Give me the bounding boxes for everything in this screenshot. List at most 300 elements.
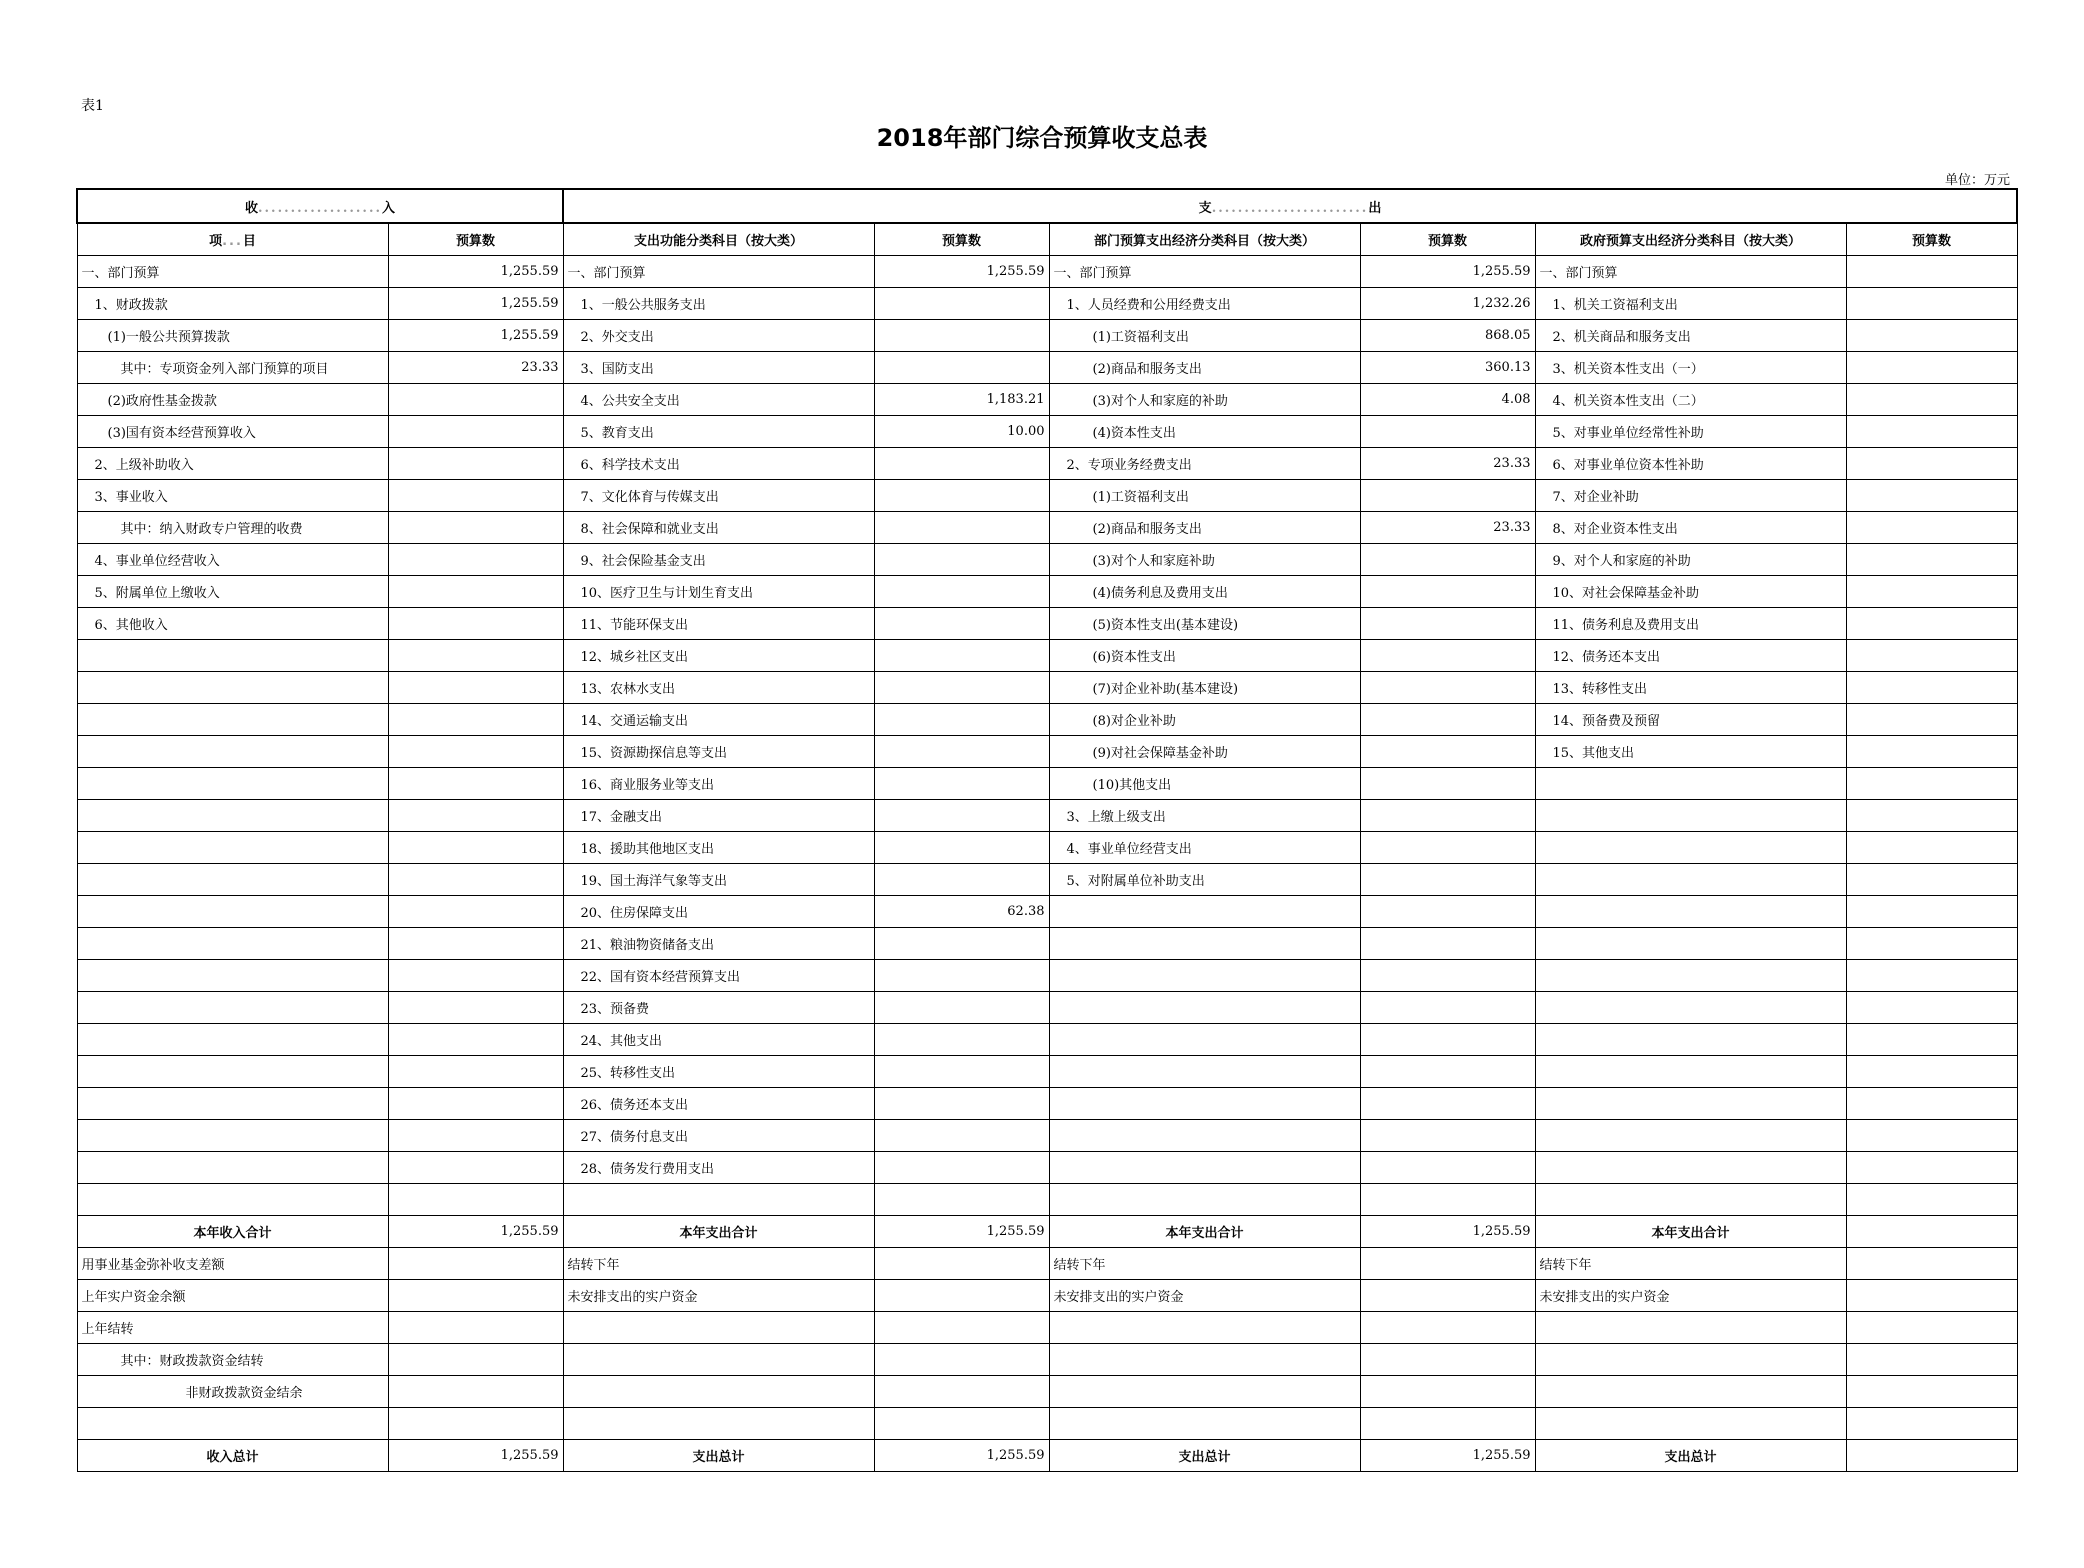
cell-func-item: 6、科学技术支出 xyxy=(563,448,874,480)
cell-func-item: 4、公共安全支出 xyxy=(563,384,874,416)
cell-dept-amount xyxy=(1360,1120,1535,1152)
cell-income-item: 其中：财政拨款资金结转 xyxy=(77,1344,388,1376)
cell-dept-amount: 23.33 xyxy=(1360,448,1535,480)
table-row xyxy=(77,608,2017,640)
cell-gov-amount xyxy=(1846,800,2017,832)
cell-dept-amount xyxy=(1360,1024,1535,1056)
cell-gov-item: 12、债务还本支出 xyxy=(1535,640,1846,672)
cell-income-amount xyxy=(388,1120,563,1152)
cell-income-amount xyxy=(388,896,563,928)
table-row xyxy=(77,1088,2017,1120)
cell-func-item: 14、交通运输支出 xyxy=(563,704,874,736)
cell-income-amount xyxy=(388,384,563,416)
cell-dept-item: (7)对企业补助(基本建设) xyxy=(1049,672,1360,704)
cell-income-item xyxy=(77,1408,388,1440)
section-income-dots: ................... xyxy=(258,200,382,216)
table-row xyxy=(77,448,2017,480)
table-row xyxy=(77,1344,2017,1376)
cell-dept-item: 本年支出合计 xyxy=(1049,1216,1360,1248)
table-row xyxy=(77,768,2017,800)
table-row xyxy=(77,256,2017,288)
cell-func-item: 13、农林水支出 xyxy=(563,672,874,704)
cell-dept-item xyxy=(1049,1344,1360,1376)
header-amount-func: 预算数 xyxy=(874,223,1049,256)
cell-gov-amount xyxy=(1846,832,2017,864)
cell-dept-item: (3)对个人和家庭补助 xyxy=(1049,544,1360,576)
cell-gov-amount xyxy=(1846,864,2017,896)
cell-income-item xyxy=(77,896,388,928)
cell-income-item: (3)国有资本经营预算收入 xyxy=(77,416,388,448)
cell-func-amount xyxy=(874,320,1049,352)
cell-income-amount xyxy=(388,1408,563,1440)
cell-income-item xyxy=(77,864,388,896)
cell-gov-item xyxy=(1535,992,1846,1024)
cell-income-amount xyxy=(388,1280,563,1312)
cell-dept-amount xyxy=(1360,768,1535,800)
cell-dept-amount xyxy=(1360,1312,1535,1344)
cell-func-item: 28、债务发行费用支出 xyxy=(563,1152,874,1184)
cell-func-amount xyxy=(874,1248,1049,1280)
cell-func-item: 9、社会保险基金支出 xyxy=(563,544,874,576)
cell-gov-item xyxy=(1535,1344,1846,1376)
cell-gov-item: 1、机关工资福利支出 xyxy=(1535,288,1846,320)
cell-income-amount xyxy=(388,960,563,992)
cell-func-item xyxy=(563,1376,874,1408)
cell-income-item: 非财政拨款资金结余 xyxy=(77,1376,388,1408)
section-income-left: 收 xyxy=(244,200,258,216)
cell-dept-amount xyxy=(1360,832,1535,864)
cell-gov-item xyxy=(1535,1408,1846,1440)
header-amount-gov: 预算数 xyxy=(1846,223,2017,256)
cell-gov-amount xyxy=(1846,256,2017,288)
cell-income-amount xyxy=(388,480,563,512)
cell-dept-item: (4)资本性支出 xyxy=(1049,416,1360,448)
cell-func-item xyxy=(563,1312,874,1344)
cell-gov-amount xyxy=(1846,320,2017,352)
cell-func-amount xyxy=(874,992,1049,1024)
cell-income-amount xyxy=(388,1088,563,1120)
header-gov-econ-class: 政府预算支出经济分类科目（按大类） xyxy=(1535,223,1846,256)
section-header-row xyxy=(77,189,2017,223)
cell-dept-item: (9)对社会保障基金补助 xyxy=(1049,736,1360,768)
cell-func-amount xyxy=(874,640,1049,672)
section-expense-dots: ........................ xyxy=(1211,200,1369,216)
cell-func-amount xyxy=(874,576,1049,608)
cell-func-amount xyxy=(874,352,1049,384)
cell-func-item: 17、金融支出 xyxy=(563,800,874,832)
cell-income-amount xyxy=(388,416,563,448)
table-row xyxy=(77,864,2017,896)
cell-gov-item xyxy=(1535,1152,1846,1184)
cell-dept-amount xyxy=(1360,704,1535,736)
cell-dept-amount xyxy=(1360,576,1535,608)
cell-func-item: 18、援助其他地区支出 xyxy=(563,832,874,864)
cell-func-item xyxy=(563,1408,874,1440)
cell-dept-item: 3、上缴上级支出 xyxy=(1049,800,1360,832)
cell-gov-amount xyxy=(1846,544,2017,576)
cell-dept-item xyxy=(1049,896,1360,928)
cell-dept-item: (5)资本性支出(基本建设) xyxy=(1049,608,1360,640)
cell-dept-item xyxy=(1049,1376,1360,1408)
cell-gov-item: 一、部门预算 xyxy=(1535,256,1846,288)
cell-func-item: 26、债务还本支出 xyxy=(563,1088,874,1120)
cell-gov-item xyxy=(1535,896,1846,928)
table-row xyxy=(77,1408,2017,1440)
cell-income-amount xyxy=(388,448,563,480)
cell-gov-item: 5、对事业单位经常性补助 xyxy=(1535,416,1846,448)
cell-func-amount: 1,255.59 xyxy=(874,256,1049,288)
table-row xyxy=(77,1152,2017,1184)
cell-income-amount xyxy=(388,768,563,800)
cell-func-amount xyxy=(874,864,1049,896)
page-title: 2018年部门综合预算收支总表 xyxy=(876,124,1208,152)
cell-income-item: 一、部门预算 xyxy=(77,256,388,288)
cell-dept-item: 未安排支出的实户资金 xyxy=(1049,1280,1360,1312)
cell-gov-amount xyxy=(1846,448,2017,480)
cell-func-item: 11、节能环保支出 xyxy=(563,608,874,640)
cell-gov-item: 15、其他支出 xyxy=(1535,736,1846,768)
cell-gov-item: 6、对事业单位资本性补助 xyxy=(1535,448,1846,480)
table-row xyxy=(77,1312,2017,1344)
table-row xyxy=(77,576,2017,608)
cell-func-item: 22、国有资本经营预算支出 xyxy=(563,960,874,992)
cell-income-item xyxy=(77,640,388,672)
cell-dept-amount xyxy=(1360,672,1535,704)
cell-gov-amount xyxy=(1846,1088,2017,1120)
table-row xyxy=(77,512,2017,544)
cell-gov-amount xyxy=(1846,640,2017,672)
cell-gov-amount xyxy=(1846,736,2017,768)
cell-income-amount: 1,255.59 xyxy=(388,320,563,352)
cell-gov-item xyxy=(1535,800,1846,832)
cell-func-item: 15、资源勘探信息等支出 xyxy=(563,736,874,768)
cell-income-item: 上年结转 xyxy=(77,1312,388,1344)
cell-func-item: 未安排支出的实户资金 xyxy=(563,1280,874,1312)
cell-dept-item: (1)工资福利支出 xyxy=(1049,480,1360,512)
cell-income-amount xyxy=(388,672,563,704)
cell-gov-item: 支出总计 xyxy=(1535,1440,1846,1472)
cell-income-amount xyxy=(388,864,563,896)
cell-func-amount xyxy=(874,704,1049,736)
table-row xyxy=(77,320,2017,352)
sheet-label: 表1 xyxy=(81,98,104,114)
cell-dept-item xyxy=(1049,1056,1360,1088)
cell-gov-amount xyxy=(1846,384,2017,416)
cell-dept-amount: 1,255.59 xyxy=(1360,1216,1535,1248)
header-item-left: 项 xyxy=(209,234,223,249)
cell-gov-amount xyxy=(1846,1056,2017,1088)
cell-gov-amount xyxy=(1846,960,2017,992)
cell-func-amount xyxy=(874,1152,1049,1184)
cell-func-item: 19、国土海洋气象等支出 xyxy=(563,864,874,896)
year-total-row xyxy=(77,1216,2017,1248)
cell-gov-item xyxy=(1535,1184,1846,1216)
cell-income-amount xyxy=(388,1376,563,1408)
cell-func-amount: 62.38 xyxy=(874,896,1049,928)
cell-gov-item: 结转下年 xyxy=(1535,1248,1846,1280)
cell-gov-item xyxy=(1535,1376,1846,1408)
cell-gov-item xyxy=(1535,864,1846,896)
table-row xyxy=(77,384,2017,416)
cell-income-amount xyxy=(388,1248,563,1280)
cell-func-item: 10、医疗卫生与计划生育支出 xyxy=(563,576,874,608)
cell-gov-amount xyxy=(1846,704,2017,736)
cell-dept-item: (2)商品和服务支出 xyxy=(1049,352,1360,384)
table-row xyxy=(77,832,2017,864)
cell-gov-item xyxy=(1535,1312,1846,1344)
cell-gov-item: 14、预备费及预留 xyxy=(1535,704,1846,736)
section-income-header xyxy=(77,189,563,223)
cell-dept-item xyxy=(1049,1120,1360,1152)
table-row xyxy=(77,1248,2017,1280)
table-row xyxy=(77,960,2017,992)
cell-income-item: (1)一般公共预算拨款 xyxy=(77,320,388,352)
cell-dept-amount xyxy=(1360,960,1535,992)
cell-income-amount: 1,255.59 xyxy=(388,1216,563,1248)
cell-dept-item: 结转下年 xyxy=(1049,1248,1360,1280)
cell-income-item: 收入总计 xyxy=(77,1440,388,1472)
cell-func-item: 一、部门预算 xyxy=(563,256,874,288)
cell-income-amount xyxy=(388,512,563,544)
cell-income-item xyxy=(77,800,388,832)
cell-func-amount xyxy=(874,544,1049,576)
cell-func-amount xyxy=(874,1376,1049,1408)
cell-gov-amount xyxy=(1846,1120,2017,1152)
table-row xyxy=(77,640,2017,672)
cell-income-amount xyxy=(388,1344,563,1376)
cell-income-item xyxy=(77,1056,388,1088)
cell-income-item: 其中：纳入财政专户管理的收费 xyxy=(77,512,388,544)
cell-dept-amount xyxy=(1360,864,1535,896)
cell-income-amount xyxy=(388,1024,563,1056)
cell-income-item xyxy=(77,736,388,768)
cell-dept-amount xyxy=(1360,1248,1535,1280)
cell-func-amount xyxy=(874,1120,1049,1152)
cell-income-amount xyxy=(388,832,563,864)
cell-income-item xyxy=(77,1024,388,1056)
cell-dept-item: 4、事业单位经营支出 xyxy=(1049,832,1360,864)
header-func-class: 支出功能分类科目（按大类） xyxy=(563,223,874,256)
cell-func-amount xyxy=(874,960,1049,992)
header-amount-dept: 预算数 xyxy=(1360,223,1535,256)
cell-dept-amount xyxy=(1360,992,1535,1024)
cell-func-amount: 1,255.59 xyxy=(874,1440,1049,1472)
cell-gov-item xyxy=(1535,832,1846,864)
table-row xyxy=(77,1024,2017,1056)
cell-dept-item: 支出总计 xyxy=(1049,1440,1360,1472)
cell-gov-amount xyxy=(1846,1216,2017,1248)
cell-dept-amount: 360.13 xyxy=(1360,352,1535,384)
cell-gov-item: 11、债务利息及费用支出 xyxy=(1535,608,1846,640)
cell-income-item xyxy=(77,960,388,992)
cell-func-amount: 1,255.59 xyxy=(874,1216,1049,1248)
cell-income-amount xyxy=(388,608,563,640)
cell-dept-amount xyxy=(1360,544,1535,576)
cell-income-item xyxy=(77,832,388,864)
cell-func-item: 23、预备费 xyxy=(563,992,874,1024)
table-row xyxy=(77,480,2017,512)
cell-dept-item: (1)工资福利支出 xyxy=(1049,320,1360,352)
cell-func-amount xyxy=(874,1088,1049,1120)
cell-gov-amount xyxy=(1846,768,2017,800)
cell-gov-item xyxy=(1535,1056,1846,1088)
table-row xyxy=(77,416,2017,448)
cell-dept-amount xyxy=(1360,416,1535,448)
cell-func-amount: 10.00 xyxy=(874,416,1049,448)
cell-dept-amount xyxy=(1360,736,1535,768)
cell-income-item: 其中：专项资金列入部门预算的项目 xyxy=(77,352,388,384)
grand-total-row xyxy=(77,1440,2017,1472)
cell-dept-amount: 1,255.59 xyxy=(1360,256,1535,288)
cell-income-amount: 1,255.59 xyxy=(388,288,563,320)
cell-func-amount xyxy=(874,480,1049,512)
cell-func-amount xyxy=(874,448,1049,480)
cell-income-item: 3、事业收入 xyxy=(77,480,388,512)
cell-gov-item: 9、对个人和家庭的补助 xyxy=(1535,544,1846,576)
cell-dept-amount xyxy=(1360,896,1535,928)
cell-func-item: 20、住房保障支出 xyxy=(563,896,874,928)
cell-dept-item: (10)其他支出 xyxy=(1049,768,1360,800)
cell-income-item: 上年实户资金余额 xyxy=(77,1280,388,1312)
cell-dept-item: (4)债务利息及费用支出 xyxy=(1049,576,1360,608)
cell-func-amount xyxy=(874,672,1049,704)
cell-income-amount xyxy=(388,736,563,768)
cell-dept-amount xyxy=(1360,480,1535,512)
cell-func-item: 5、教育支出 xyxy=(563,416,874,448)
table-row xyxy=(77,672,2017,704)
cell-gov-item: 本年支出合计 xyxy=(1535,1216,1846,1248)
cell-func-amount: 1,183.21 xyxy=(874,384,1049,416)
cell-dept-amount xyxy=(1360,1344,1535,1376)
cell-income-item: 6、其他收入 xyxy=(77,608,388,640)
section-expense-header xyxy=(563,189,2017,223)
cell-func-amount xyxy=(874,1184,1049,1216)
cell-gov-item: 3、机关资本性支出（一） xyxy=(1535,352,1846,384)
cell-gov-item: 2、机关商品和服务支出 xyxy=(1535,320,1846,352)
cell-func-item: 3、国防支出 xyxy=(563,352,874,384)
cell-income-amount: 1,255.59 xyxy=(388,256,563,288)
cell-income-amount xyxy=(388,544,563,576)
header-item-dots: ... xyxy=(222,234,243,249)
table-row xyxy=(77,352,2017,384)
cell-income-item: 4、事业单位经营收入 xyxy=(77,544,388,576)
cell-func-amount xyxy=(874,1024,1049,1056)
cell-income-amount xyxy=(388,640,563,672)
cell-func-amount xyxy=(874,1408,1049,1440)
cell-income-item: 本年收入合计 xyxy=(77,1216,388,1248)
cell-gov-item: 4、机关资本性支出（二） xyxy=(1535,384,1846,416)
cell-gov-item: 7、对企业补助 xyxy=(1535,480,1846,512)
cell-dept-amount: 1,232.26 xyxy=(1360,288,1535,320)
cell-gov-item: 未安排支出的实户资金 xyxy=(1535,1280,1846,1312)
cell-dept-amount xyxy=(1360,1184,1535,1216)
cell-dept-item xyxy=(1049,992,1360,1024)
cell-gov-amount xyxy=(1846,992,2017,1024)
section-expense-left: 支 xyxy=(1198,200,1212,216)
cell-income-item xyxy=(77,1184,388,1216)
unit-label: 单位：万元 xyxy=(1944,173,2010,188)
cell-income-item: 1、财政拨款 xyxy=(77,288,388,320)
cell-dept-item: (8)对企业补助 xyxy=(1049,704,1360,736)
cell-income-amount xyxy=(388,1152,563,1184)
cell-dept-item: 2、专项业务经费支出 xyxy=(1049,448,1360,480)
cell-gov-item xyxy=(1535,1024,1846,1056)
cell-income-item xyxy=(77,672,388,704)
cell-gov-amount xyxy=(1846,1024,2017,1056)
cell-dept-item: 5、对附属单位补助支出 xyxy=(1049,864,1360,896)
cell-func-amount xyxy=(874,608,1049,640)
cell-dept-amount xyxy=(1360,1408,1535,1440)
cell-dept-amount: 23.33 xyxy=(1360,512,1535,544)
cell-func-item: 1、一般公共服务支出 xyxy=(563,288,874,320)
cell-func-amount xyxy=(874,768,1049,800)
cell-dept-item: (3)对个人和家庭的补助 xyxy=(1049,384,1360,416)
cell-income-amount: 1,255.59 xyxy=(388,1440,563,1472)
table-row xyxy=(77,1376,2017,1408)
cell-func-item: 结转下年 xyxy=(563,1248,874,1280)
header-item-right: 目 xyxy=(242,234,256,249)
cell-income-item xyxy=(77,1088,388,1120)
cell-dept-amount xyxy=(1360,608,1535,640)
table-row xyxy=(77,800,2017,832)
cell-gov-amount xyxy=(1846,928,2017,960)
cell-income-item: (2)政府性基金拨款 xyxy=(77,384,388,416)
cell-gov-amount xyxy=(1846,1408,2017,1440)
table-row xyxy=(77,1280,2017,1312)
cell-func-amount xyxy=(874,1280,1049,1312)
cell-dept-item xyxy=(1049,960,1360,992)
cell-func-item: 16、商业服务业等支出 xyxy=(563,768,874,800)
table-row xyxy=(77,1120,2017,1152)
cell-income-amount xyxy=(388,928,563,960)
cell-gov-amount xyxy=(1846,672,2017,704)
cell-gov-item xyxy=(1535,1120,1846,1152)
header-dept-econ-class: 部门预算支出经济分类科目（按大类） xyxy=(1049,223,1360,256)
cell-income-amount xyxy=(388,992,563,1024)
cell-gov-amount xyxy=(1846,1376,2017,1408)
cell-gov-amount xyxy=(1846,480,2017,512)
cell-income-item xyxy=(77,992,388,1024)
cell-func-amount xyxy=(874,736,1049,768)
cell-gov-amount xyxy=(1846,1312,2017,1344)
cell-dept-amount xyxy=(1360,1152,1535,1184)
cell-income-amount xyxy=(388,1184,563,1216)
table-row xyxy=(77,1056,2017,1088)
cell-gov-item: 10、对社会保障基金补助 xyxy=(1535,576,1846,608)
cell-income-item: 2、上级补助收入 xyxy=(77,448,388,480)
cell-func-amount xyxy=(874,1344,1049,1376)
cell-gov-amount xyxy=(1846,416,2017,448)
cell-func-item: 本年支出合计 xyxy=(563,1216,874,1248)
cell-func-amount xyxy=(874,832,1049,864)
cell-income-amount xyxy=(388,800,563,832)
cell-gov-item xyxy=(1535,960,1846,992)
cell-gov-amount xyxy=(1846,1248,2017,1280)
cell-income-item: 5、附属单位上缴收入 xyxy=(77,576,388,608)
cell-dept-amount xyxy=(1360,1280,1535,1312)
cell-income-item xyxy=(77,1120,388,1152)
cell-func-item: 支出总计 xyxy=(563,1440,874,1472)
cell-func-item: 8、社会保障和就业支出 xyxy=(563,512,874,544)
column-header-row xyxy=(77,223,2017,256)
cell-gov-item xyxy=(1535,1088,1846,1120)
cell-gov-amount xyxy=(1846,288,2017,320)
cell-gov-amount xyxy=(1846,1440,2017,1472)
cell-gov-item: 13、转移性支出 xyxy=(1535,672,1846,704)
cell-func-item xyxy=(563,1344,874,1376)
cell-dept-amount xyxy=(1360,640,1535,672)
cell-dept-amount xyxy=(1360,928,1535,960)
